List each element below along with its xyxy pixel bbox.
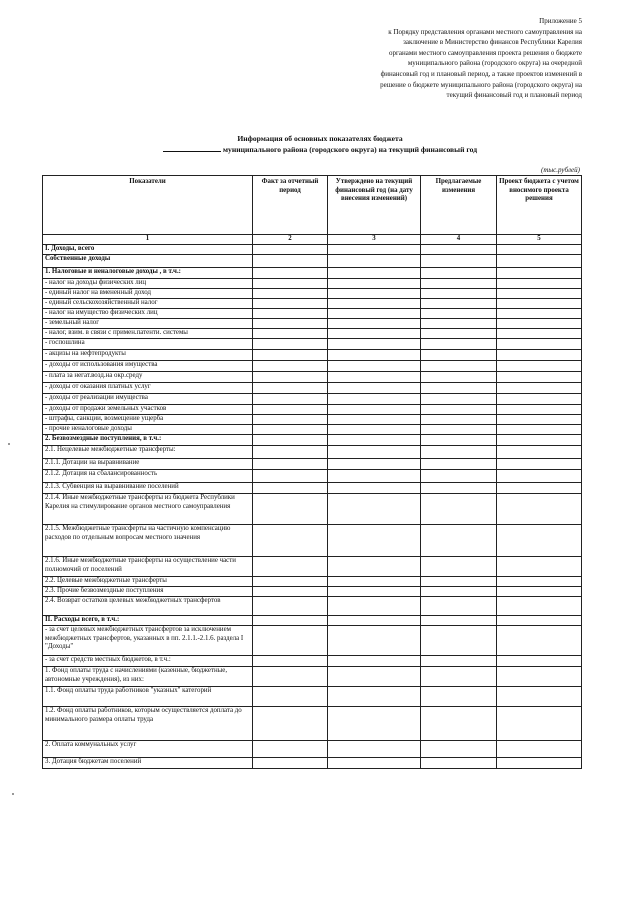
appendix-line: органами местного самоуправления проекта решения о бюджете (389, 48, 582, 57)
table-row (43, 587, 582, 597)
value-cell[interactable] (328, 459, 421, 470)
value-cell[interactable] (421, 557, 497, 577)
value-cell[interactable] (497, 470, 582, 483)
value-cell[interactable] (253, 350, 328, 361)
table-row (43, 415, 582, 425)
value-cell[interactable] (253, 597, 328, 616)
value-cell[interactable] (253, 758, 328, 769)
value-cell[interactable] (497, 656, 582, 667)
value-cell[interactable] (328, 405, 421, 415)
value-cell[interactable] (328, 557, 421, 577)
table-row (43, 329, 582, 339)
value-cell[interactable] (497, 255, 582, 268)
value-cell[interactable] (253, 339, 328, 350)
row-label: - доходы от оказания платных услуг (43, 383, 253, 394)
table-row (43, 383, 582, 394)
value-cell[interactable] (497, 525, 582, 557)
value-cell[interactable] (421, 350, 497, 361)
table-row (43, 268, 582, 279)
value-cell[interactable] (497, 459, 582, 470)
value-cell[interactable] (497, 557, 582, 577)
value-cell[interactable] (497, 309, 582, 319)
table-header-row (43, 176, 582, 235)
header-draft-budget: Проект бюджета с учетом вносимого проекта решения (497, 176, 582, 235)
value-cell[interactable] (421, 494, 497, 525)
value-cell[interactable] (253, 289, 328, 299)
scan-speck (8, 443, 10, 445)
table-row (43, 309, 582, 319)
value-cell[interactable] (497, 415, 582, 425)
value-cell[interactable] (497, 299, 582, 309)
value-cell[interactable] (253, 405, 328, 415)
value-cell[interactable] (421, 656, 497, 667)
row-label: - за счет целевых межбюджетных трансфертов за исключением межбюджетных трансфертов, указанных в пп. 2.1.1.-2.1.6. раздела I "Доходы" (43, 626, 253, 656)
title-line-2-text: муниципального района (городского округа) на текущий финансовый год (222, 145, 478, 154)
value-cell[interactable] (253, 372, 328, 383)
value-cell[interactable] (253, 415, 328, 425)
value-cell[interactable] (328, 350, 421, 361)
table-row (43, 289, 582, 299)
value-cell[interactable] (328, 309, 421, 319)
value-cell[interactable] (253, 299, 328, 309)
value-cell[interactable] (253, 446, 328, 459)
table-row (43, 435, 582, 446)
value-cell[interactable] (421, 405, 497, 415)
value-cell[interactable] (497, 616, 582, 626)
value-cell[interactable] (328, 255, 421, 268)
value-cell[interactable] (253, 425, 328, 435)
row-label: - доходы от продажи земельных участков (43, 405, 253, 415)
value-cell[interactable] (497, 372, 582, 383)
value-cell[interactable] (328, 587, 421, 597)
table-row (43, 494, 582, 525)
value-cell[interactable] (328, 329, 421, 339)
table-row (43, 405, 582, 415)
value-cell[interactable] (253, 494, 328, 525)
appendix-line: финансовый год и плановый период, а также проектов изменений в (380, 69, 582, 78)
value-cell[interactable] (421, 707, 497, 741)
value-cell[interactable] (253, 626, 328, 656)
col-number-5: 5 (497, 235, 582, 245)
row-label: - госпошлина (43, 339, 253, 350)
value-cell[interactable] (253, 279, 328, 289)
table-row (43, 446, 582, 459)
value-cell[interactable] (253, 616, 328, 626)
value-cell[interactable] (253, 309, 328, 319)
value-cell[interactable] (328, 687, 421, 707)
value-cell[interactable] (328, 319, 421, 329)
value-cell[interactable] (421, 279, 497, 289)
value-cell[interactable] (328, 435, 421, 446)
value-cell[interactable] (421, 758, 497, 769)
value-cell[interactable] (497, 667, 582, 687)
value-cell[interactable] (253, 525, 328, 557)
value-cell[interactable] (497, 279, 582, 289)
row-label: - земельный налог (43, 319, 253, 329)
header-indicators: Показатели (43, 176, 253, 235)
col-number-4: 4 (421, 235, 497, 245)
value-cell[interactable] (421, 687, 497, 707)
value-cell[interactable] (253, 383, 328, 394)
table-row (43, 577, 582, 587)
table-row (43, 459, 582, 470)
value-cell[interactable] (497, 435, 582, 446)
value-cell[interactable] (421, 446, 497, 459)
table-row (43, 656, 582, 667)
column-number-row (43, 235, 582, 245)
value-cell[interactable] (497, 245, 582, 255)
value-cell[interactable] (253, 255, 328, 268)
appendix-line: решение о бюджете муниципального района (городского округа) на (380, 80, 582, 89)
value-cell[interactable] (497, 741, 582, 758)
value-cell[interactable] (497, 626, 582, 656)
table-row (43, 425, 582, 435)
row-label: 2.4. Возврат остатков целевых межбюджетных трансфертов (43, 597, 253, 616)
row-label: - плата за негат.возд.на окр.среду (43, 372, 253, 383)
value-cell[interactable] (421, 361, 497, 372)
value-cell[interactable] (328, 299, 421, 309)
row-label: 1. Фонд оплаты труда с начислениями (казенные, бюджетные, автономные учреждения), из них: (43, 667, 253, 687)
table-row (43, 707, 582, 741)
value-cell[interactable] (253, 361, 328, 372)
value-cell[interactable] (328, 383, 421, 394)
value-cell[interactable] (421, 741, 497, 758)
value-cell[interactable] (421, 435, 497, 446)
row-label: 2. Оплата коммунальных услуг (43, 741, 253, 758)
table-row (43, 557, 582, 577)
table-row (43, 597, 582, 616)
table-row (43, 361, 582, 372)
value-cell[interactable] (421, 483, 497, 494)
table-row (43, 626, 582, 656)
value-cell[interactable] (421, 597, 497, 616)
appendix-line: муниципального района (городского округа) на очередной (407, 59, 582, 68)
budget-table (42, 175, 582, 769)
value-cell[interactable] (497, 707, 582, 741)
value-cell[interactable] (328, 425, 421, 435)
header-proposed-changes: Предлагаемые изменения (421, 176, 497, 235)
row-label: - доходы от реализации имущества (43, 394, 253, 405)
value-cell[interactable] (421, 255, 497, 268)
row-label: - налог на имущество физических лиц (43, 309, 253, 319)
value-cell[interactable] (328, 483, 421, 494)
municipality-blank (163, 144, 221, 152)
row-label: 2.2. Целевые межбюджетные трансферты (43, 577, 253, 587)
value-cell[interactable] (497, 350, 582, 361)
value-cell[interactable] (328, 494, 421, 525)
title-line-2 (0, 144, 640, 155)
row-label: 1.1. Фонд оплаты труда работников "указных" категорий (43, 687, 253, 707)
value-cell[interactable] (421, 667, 497, 687)
table-row (43, 758, 582, 769)
value-cell[interactable] (497, 319, 582, 329)
value-cell[interactable] (497, 577, 582, 587)
value-cell[interactable] (328, 577, 421, 587)
appendix-line: к Порядку представления органами местного самоуправления на (388, 27, 582, 36)
value-cell[interactable] (328, 372, 421, 383)
row-label: 2.1. Нецелевые межбюджетные трансферты: (43, 446, 253, 459)
col-number-1: 1 (43, 235, 253, 245)
value-cell[interactable] (421, 394, 497, 405)
row-label: - единый сельскохозяйственный налог (43, 299, 253, 309)
table-body (43, 245, 582, 769)
row-label: - налог на доходы физических лиц (43, 279, 253, 289)
row-label: - доходы от использования имущества (43, 361, 253, 372)
table-row (43, 299, 582, 309)
row-label: 2. Безвозмездные поступления, в т.ч.: (43, 435, 253, 446)
value-cell[interactable] (253, 329, 328, 339)
value-cell[interactable] (421, 525, 497, 557)
table-row (43, 255, 582, 268)
value-cell[interactable] (421, 616, 497, 626)
row-label: - единый налог на вмененный доход (43, 289, 253, 299)
table-row (43, 245, 582, 255)
row-label: 2.1.5. Межбюджетные трансферты на частичную компенсацию расходов по отдельным вопросам местного значения (43, 525, 253, 557)
value-cell[interactable] (497, 361, 582, 372)
value-cell[interactable] (253, 435, 328, 446)
row-label: - налог, взим. в связи с примен.патенти. системы (43, 329, 253, 339)
row-label: II. Расходы всего, в т.ч.: (43, 616, 253, 626)
table-row (43, 483, 582, 494)
value-cell[interactable] (328, 339, 421, 350)
value-cell[interactable] (421, 415, 497, 425)
value-cell[interactable] (253, 245, 328, 255)
value-cell[interactable] (497, 587, 582, 597)
appendix-line: заключение в Министерство финансов Республики Карелия (403, 38, 582, 47)
value-cell[interactable] (253, 557, 328, 577)
table-row (43, 667, 582, 687)
value-cell[interactable] (253, 394, 328, 405)
value-cell[interactable] (497, 687, 582, 707)
value-cell[interactable] (497, 329, 582, 339)
value-cell[interactable] (497, 483, 582, 494)
value-cell[interactable] (253, 470, 328, 483)
value-cell[interactable] (253, 268, 328, 279)
value-cell[interactable] (328, 741, 421, 758)
value-cell[interactable] (497, 268, 582, 279)
row-label: 2.1.6. Иные межбюджетные трансферты на осуществление части полномочий от поселений (43, 557, 253, 577)
value-cell[interactable] (421, 587, 497, 597)
value-cell[interactable] (253, 459, 328, 470)
row-label: I. Доходы, всего (43, 245, 253, 255)
value-cell[interactable] (421, 383, 497, 394)
header-fact: Факт за отчетный период (253, 176, 328, 235)
table-row (43, 279, 582, 289)
value-cell[interactable] (497, 446, 582, 459)
table-row (43, 470, 582, 483)
row-label: - акцизы на нефтепродукты (43, 350, 253, 361)
value-cell[interactable] (497, 289, 582, 299)
value-cell[interactable] (328, 361, 421, 372)
value-cell[interactable] (328, 268, 421, 279)
value-cell[interactable] (328, 446, 421, 459)
table-row (43, 339, 582, 350)
value-cell[interactable] (328, 758, 421, 769)
value-cell[interactable] (328, 289, 421, 299)
value-cell[interactable] (253, 707, 328, 741)
value-cell[interactable] (421, 577, 497, 587)
value-cell[interactable] (328, 626, 421, 656)
value-cell[interactable] (328, 279, 421, 289)
value-cell[interactable] (253, 319, 328, 329)
row-label: 2.3. Прочие безвозмездные поступления (43, 587, 253, 597)
value-cell[interactable] (253, 483, 328, 494)
value-cell[interactable] (421, 299, 497, 309)
row-label: - прочие неналоговые доходы (43, 425, 253, 435)
value-cell[interactable] (328, 707, 421, 741)
value-cell[interactable] (328, 245, 421, 255)
value-cell[interactable] (421, 372, 497, 383)
row-label: 3. Дотация бюджетам поселений (43, 758, 253, 769)
value-cell[interactable] (253, 687, 328, 707)
table-row (43, 741, 582, 758)
appendix-note (332, 16, 582, 101)
table-row (43, 525, 582, 557)
document-title (0, 134, 640, 155)
table-row (43, 616, 582, 626)
value-cell[interactable] (421, 245, 497, 255)
table-row (43, 372, 582, 383)
value-cell[interactable] (497, 494, 582, 525)
value-cell[interactable] (421, 268, 497, 279)
row-label: 1. Налоговые и неналоговые доходы , в т.ч.: (43, 268, 253, 279)
value-cell[interactable] (497, 394, 582, 405)
value-cell[interactable] (497, 597, 582, 616)
table-row (43, 394, 582, 405)
title-line-1: Информация об основных показателях бюджета (237, 134, 403, 143)
value-cell[interactable] (328, 394, 421, 405)
row-label: 2.1.1. Дотации на выравнивание (43, 459, 253, 470)
value-cell[interactable] (421, 425, 497, 435)
table-row (43, 319, 582, 329)
value-cell[interactable] (421, 626, 497, 656)
col-number-3: 3 (328, 235, 421, 245)
row-label: Собственные доходы (43, 255, 253, 268)
value-cell[interactable] (328, 616, 421, 626)
value-cell[interactable] (421, 339, 497, 350)
value-cell[interactable] (328, 470, 421, 483)
row-label: - штрафы, санкции, возмещение ущерба (43, 415, 253, 425)
value-cell[interactable] (253, 656, 328, 667)
value-cell[interactable] (253, 587, 328, 597)
row-label: 2.1.2. Дотация на сбалансированность (43, 470, 253, 483)
value-cell[interactable] (421, 319, 497, 329)
table-row (43, 687, 582, 707)
value-cell[interactable] (497, 758, 582, 769)
value-cell[interactable] (421, 309, 497, 319)
value-cell[interactable] (328, 597, 421, 616)
row-label: 1.2. Фонд оплаты работников, которым осуществляется доплата до минимального размера оплаты труда (43, 707, 253, 741)
value-cell[interactable] (497, 339, 582, 350)
value-cell[interactable] (421, 459, 497, 470)
value-cell[interactable] (328, 415, 421, 425)
value-cell[interactable] (497, 383, 582, 394)
col-number-2: 2 (253, 235, 328, 245)
table-row (43, 350, 582, 361)
scan-speck (12, 793, 14, 795)
row-label: 2.1.4. Иные межбюджетные трансферты из бюджета Республики Карелия на стимулирование органов местного самоуправления (43, 494, 253, 525)
value-cell[interactable] (328, 667, 421, 687)
value-cell[interactable] (497, 425, 582, 435)
value-cell[interactable] (328, 525, 421, 557)
unit-label: (тыс.рублей) (540, 166, 580, 174)
appendix-line: текущий финансовый год и плановый период (446, 91, 582, 100)
appendix-line: Приложение 5 (539, 17, 582, 25)
value-cell[interactable] (421, 329, 497, 339)
value-cell[interactable] (253, 667, 328, 687)
value-cell[interactable] (253, 741, 328, 758)
value-cell[interactable] (253, 577, 328, 587)
value-cell[interactable] (421, 289, 497, 299)
header-approved: Утверждено на текущий финансовый год (на дату внесения изменений) (328, 176, 421, 235)
row-label: 2.1.3. Субвенция на выравнивание поселений (43, 483, 253, 494)
value-cell[interactable] (497, 405, 582, 415)
row-label: - за счет средств местных бюджетов, в т.ч.: (43, 656, 253, 667)
value-cell[interactable] (328, 656, 421, 667)
value-cell[interactable] (421, 470, 497, 483)
